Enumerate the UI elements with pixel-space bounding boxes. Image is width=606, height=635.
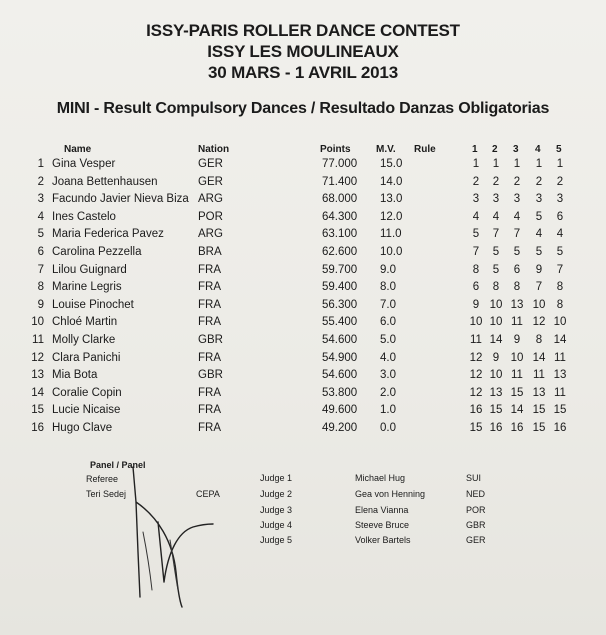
judge-1-placement: 12 bbox=[469, 369, 483, 382]
judge-label: Judge 4 bbox=[260, 520, 293, 530]
skater-name: Mia Bota bbox=[52, 369, 98, 382]
judge-label: Judge 3 bbox=[260, 505, 293, 515]
rank-cell: 9 bbox=[37, 298, 44, 311]
judge-name: Michael Hug bbox=[355, 473, 406, 483]
mv-cell: 6.0 bbox=[380, 316, 396, 329]
judge-1-placement: 7 bbox=[472, 246, 480, 258]
judge-5-placement: 13 bbox=[553, 369, 567, 382]
nation-cell: BRA bbox=[198, 246, 222, 258]
points-cell: 77.000 bbox=[322, 158, 358, 170]
judge-3-placement: 14 bbox=[510, 404, 524, 417]
referee-label: Referee bbox=[86, 474, 119, 484]
rank-cell: 4 bbox=[37, 210, 44, 223]
event-venue: ISSY LES MOULINEAUX bbox=[207, 42, 399, 61]
rank-cell: 3 bbox=[37, 193, 44, 206]
judge-2-placement: 1 bbox=[492, 158, 500, 170]
nation-cell: FRA bbox=[198, 351, 221, 364]
rank-cell: 7 bbox=[37, 263, 44, 276]
skater-name: Carolina Pezzella bbox=[52, 246, 142, 258]
panel-title: Panel / Panel bbox=[90, 460, 146, 470]
judge-2-placement: 4 bbox=[492, 210, 500, 223]
judge-3-placement: 6 bbox=[513, 263, 521, 276]
nation-cell: ARG bbox=[198, 228, 223, 241]
rank-cell: 8 bbox=[37, 281, 44, 294]
skater-name: Facundo Javier Nieva Biza bbox=[52, 193, 189, 206]
judge-3-placement: 11 bbox=[511, 369, 523, 382]
judge-5-placement: 1 bbox=[556, 158, 564, 170]
result-row bbox=[0, 281, 606, 298]
mv-cell: 11.0 bbox=[380, 228, 402, 241]
judge-4-placement: 5 bbox=[535, 210, 543, 223]
judge-1-placement: 4 bbox=[472, 210, 480, 223]
result-row bbox=[0, 211, 606, 228]
result-row bbox=[0, 264, 606, 281]
nation-cell: FRA bbox=[198, 386, 221, 399]
header-points: Points bbox=[320, 144, 351, 155]
points-cell: 54.600 bbox=[322, 369, 358, 382]
judge-4-placement: 3 bbox=[535, 193, 543, 206]
judge-2-placement: 13 bbox=[489, 386, 503, 399]
judge-1-placement: 15 bbox=[469, 422, 483, 434]
points-cell: 64.300 bbox=[322, 210, 358, 223]
nation-cell: GER bbox=[198, 175, 223, 188]
event-title: ISSY-PARIS ROLLER DANCE CONTEST bbox=[146, 21, 460, 40]
judge-5-placement: 4 bbox=[556, 228, 564, 241]
judge-3-placement: 11 bbox=[511, 316, 523, 329]
skater-name: Ines Castelo bbox=[52, 210, 116, 223]
judge-nation: NED bbox=[466, 489, 486, 499]
mv-cell: 13.0 bbox=[380, 193, 403, 206]
nation-cell: FRA bbox=[198, 422, 221, 434]
judge-1-placement: 6 bbox=[472, 281, 480, 294]
result-row bbox=[0, 316, 606, 333]
judge-2-placement: 3 bbox=[492, 193, 500, 206]
rank-cell: 14 bbox=[31, 386, 44, 399]
points-cell: 59.700 bbox=[322, 263, 358, 276]
points-cell: 56.300 bbox=[322, 298, 358, 311]
skater-name: Maria Federica Pavez bbox=[52, 228, 164, 241]
judge-2-placement: 5 bbox=[492, 263, 500, 276]
skater-name: Joana Bettenhausen bbox=[52, 175, 158, 188]
judge-nation: GBR bbox=[466, 520, 486, 530]
header-judge-1: 1 bbox=[472, 144, 478, 155]
judge-1-placement: 1 bbox=[472, 158, 480, 170]
judge-2-placement: 9 bbox=[492, 351, 500, 364]
judge-4-placement: 5 bbox=[535, 246, 543, 258]
judge-label: Judge 1 bbox=[260, 473, 293, 483]
mv-cell: 3.0 bbox=[380, 369, 396, 382]
judge-4-placement: 15 bbox=[532, 422, 546, 434]
judge-name: Gea von Henning bbox=[355, 489, 426, 499]
judge-5-placement: 3 bbox=[556, 193, 564, 206]
referee-signature bbox=[118, 462, 248, 612]
skater-name: Lilou Guignard bbox=[52, 263, 127, 276]
judge-4-placement: 12 bbox=[532, 316, 546, 329]
judge-3-placement: 13 bbox=[510, 298, 524, 311]
judge-1-placement: 10 bbox=[469, 316, 483, 329]
judge-nation: SUI bbox=[466, 473, 482, 483]
judge-1-placement: 2 bbox=[472, 175, 480, 188]
result-row bbox=[0, 158, 606, 175]
nation-cell: GBR bbox=[198, 369, 223, 382]
judge-2-placement: 10 bbox=[489, 298, 503, 311]
judge-2-placement: 7 bbox=[492, 228, 500, 241]
nation-cell: GBR bbox=[198, 334, 223, 346]
judge-3-placement: 3 bbox=[513, 193, 521, 206]
judge-2-placement: 8 bbox=[492, 281, 500, 294]
judge-5-placement: 16 bbox=[553, 422, 567, 434]
nation-cell: FRA bbox=[198, 404, 221, 417]
result-row bbox=[0, 228, 606, 245]
judge-3-placement: 7 bbox=[513, 228, 521, 241]
judge-4-placement: 13 bbox=[532, 386, 546, 399]
rank-cell: 13 bbox=[31, 369, 44, 382]
mv-cell: 7.0 bbox=[380, 298, 396, 311]
judge-name: Volker Bartels bbox=[355, 535, 411, 545]
result-row bbox=[0, 352, 606, 369]
header-judge-2: 2 bbox=[492, 144, 498, 155]
result-row bbox=[0, 369, 606, 386]
judge-5-placement: 7 bbox=[556, 263, 564, 276]
header-judge-3: 3 bbox=[513, 144, 519, 155]
judge-5-placement: 8 bbox=[556, 281, 564, 294]
rank-cell: 12 bbox=[31, 351, 44, 364]
judge-1-placement: 3 bbox=[472, 193, 480, 206]
judge-3-placement: 16 bbox=[510, 422, 524, 434]
judge-nation: GER bbox=[466, 535, 486, 545]
mv-cell: 9.0 bbox=[380, 263, 396, 276]
judge-3-placement: 1 bbox=[513, 158, 521, 170]
points-cell: 62.600 bbox=[322, 246, 358, 258]
event-dates: 30 MARS - 1 AVRIL 2013 bbox=[208, 63, 398, 82]
mv-cell: 15.0 bbox=[380, 158, 403, 170]
mv-cell: 0.0 bbox=[380, 422, 396, 434]
result-row bbox=[0, 387, 606, 404]
judge-1-placement: 12 bbox=[469, 351, 483, 364]
judge-4-placement: 15 bbox=[532, 404, 546, 417]
rank-cell: 5 bbox=[37, 228, 44, 241]
mv-cell: 10.0 bbox=[380, 246, 403, 258]
points-cell: 63.100 bbox=[322, 228, 358, 241]
result-row bbox=[0, 193, 606, 210]
mv-cell: 8.0 bbox=[380, 281, 396, 294]
rank-cell: 10 bbox=[31, 316, 44, 329]
judge-label: Judge 5 bbox=[260, 535, 293, 545]
judge-5-placement: 5 bbox=[556, 246, 564, 258]
judge-3-placement: 2 bbox=[513, 175, 521, 188]
rank-cell: 11 bbox=[32, 334, 44, 346]
judge-nation: POR bbox=[466, 505, 486, 515]
judge-1-placement: 16 bbox=[469, 404, 483, 417]
judge-4-placement: 8 bbox=[535, 334, 543, 346]
points-cell: 68.000 bbox=[322, 193, 358, 206]
mv-cell: 5.0 bbox=[380, 334, 396, 346]
skater-name: Gina Vesper bbox=[52, 158, 116, 170]
judge-5-placement: 15 bbox=[553, 404, 567, 417]
header-name: Name bbox=[64, 144, 92, 155]
nation-cell: FRA bbox=[198, 281, 221, 294]
event-header bbox=[0, 20, 606, 83]
judge-3-placement: 15 bbox=[510, 386, 524, 399]
points-cell: 54.600 bbox=[322, 334, 358, 346]
rank-cell: 15 bbox=[31, 404, 44, 417]
judge-5-placement: 11 bbox=[554, 386, 566, 399]
rank-cell: 1 bbox=[37, 158, 44, 170]
mv-cell: 14.0 bbox=[380, 175, 403, 188]
header-judge-4: 4 bbox=[535, 144, 541, 155]
referee-nation: CEPA bbox=[196, 489, 220, 499]
judge-4-placement: 10 bbox=[532, 298, 546, 311]
judge-5-placement: 11 bbox=[554, 351, 566, 364]
result-row bbox=[0, 246, 606, 263]
judge-2-placement: 14 bbox=[489, 334, 503, 346]
judge-2-placement: 15 bbox=[489, 404, 503, 417]
judge-1-placement: 9 bbox=[472, 298, 480, 311]
result-row bbox=[0, 176, 606, 193]
points-cell: 49.200 bbox=[322, 422, 358, 434]
judge-3-placement: 4 bbox=[513, 210, 521, 223]
judge-name: Elena Vianna bbox=[355, 505, 409, 515]
points-cell: 55.400 bbox=[322, 316, 358, 329]
referee-name: Teri Sedej bbox=[86, 489, 127, 499]
nation-cell: FRA bbox=[198, 263, 221, 276]
judge-2-placement: 5 bbox=[492, 246, 500, 258]
judge-4-placement: 11 bbox=[533, 369, 545, 382]
judge-3-placement: 8 bbox=[513, 281, 521, 294]
nation-cell: FRA bbox=[198, 298, 221, 311]
judge-1-placement: 8 bbox=[472, 263, 480, 276]
judge-5-placement: 14 bbox=[553, 334, 567, 346]
judge-4-placement: 14 bbox=[532, 351, 546, 364]
points-cell: 53.800 bbox=[322, 386, 358, 399]
result-row bbox=[0, 404, 606, 421]
judge-5-placement: 10 bbox=[553, 316, 567, 329]
judge-5-placement: 2 bbox=[556, 175, 564, 188]
judge-2-placement: 2 bbox=[492, 175, 500, 188]
judge-2-placement: 16 bbox=[489, 422, 503, 434]
category-title: MINI - Result Compulsory Dances / Resultado Danzas Obligatorias bbox=[56, 100, 550, 117]
header-nation: Nation bbox=[198, 144, 230, 155]
skater-name: Molly Clarke bbox=[52, 334, 116, 346]
skater-name: Chloé Martin bbox=[52, 316, 118, 329]
header-rule: Rule bbox=[414, 144, 436, 155]
judge-4-placement: 9 bbox=[535, 263, 543, 276]
rank-cell: 2 bbox=[37, 175, 44, 188]
mv-cell: 12.0 bbox=[380, 210, 403, 223]
skater-name: Clara Panichi bbox=[52, 351, 121, 364]
judge-4-placement: 7 bbox=[535, 281, 543, 294]
skater-name: Marine Legris bbox=[52, 281, 122, 294]
judge-1-placement: 11 bbox=[470, 334, 482, 346]
points-cell: 59.400 bbox=[322, 281, 358, 294]
result-row bbox=[0, 422, 606, 439]
mv-cell: 4.0 bbox=[380, 351, 396, 364]
judge-name: Steeve Bruce bbox=[355, 520, 410, 530]
points-cell: 54.900 bbox=[322, 351, 358, 364]
judge-4-placement: 4 bbox=[535, 228, 543, 241]
result-row bbox=[0, 334, 606, 351]
skater-name: Lucie Nicaise bbox=[52, 404, 121, 417]
nation-cell: GER bbox=[198, 158, 223, 170]
judge-3-placement: 10 bbox=[510, 351, 524, 364]
judge-2-placement: 10 bbox=[489, 316, 503, 329]
judge-1-placement: 12 bbox=[469, 386, 483, 399]
mv-cell: 1.0 bbox=[380, 404, 396, 417]
judge-2-placement: 10 bbox=[489, 369, 503, 382]
judge-5-placement: 6 bbox=[556, 210, 564, 223]
judge-5-placement: 8 bbox=[556, 298, 564, 311]
result-row bbox=[0, 299, 606, 316]
judge-3-placement: 9 bbox=[513, 334, 521, 346]
judge-label: Judge 2 bbox=[260, 489, 293, 499]
judge-4-placement: 2 bbox=[535, 175, 543, 188]
header-judge-5: 5 bbox=[556, 144, 562, 155]
rank-cell: 6 bbox=[37, 246, 44, 258]
nation-cell: FRA bbox=[198, 316, 221, 329]
points-cell: 71.400 bbox=[322, 175, 358, 188]
judge-4-placement: 1 bbox=[535, 158, 543, 170]
judge-3-placement: 5 bbox=[513, 246, 521, 258]
skater-name: Coralie Copin bbox=[52, 386, 122, 399]
nation-cell: POR bbox=[198, 210, 223, 223]
points-cell: 49.600 bbox=[322, 404, 358, 417]
rank-cell: 16 bbox=[31, 422, 44, 434]
header-mv: M.V. bbox=[376, 144, 396, 155]
skater-name: Louise Pinochet bbox=[52, 298, 134, 311]
nation-cell: ARG bbox=[198, 193, 223, 206]
skater-name: Hugo Clave bbox=[52, 422, 113, 434]
judge-1-placement: 5 bbox=[472, 228, 480, 241]
mv-cell: 2.0 bbox=[380, 386, 396, 399]
